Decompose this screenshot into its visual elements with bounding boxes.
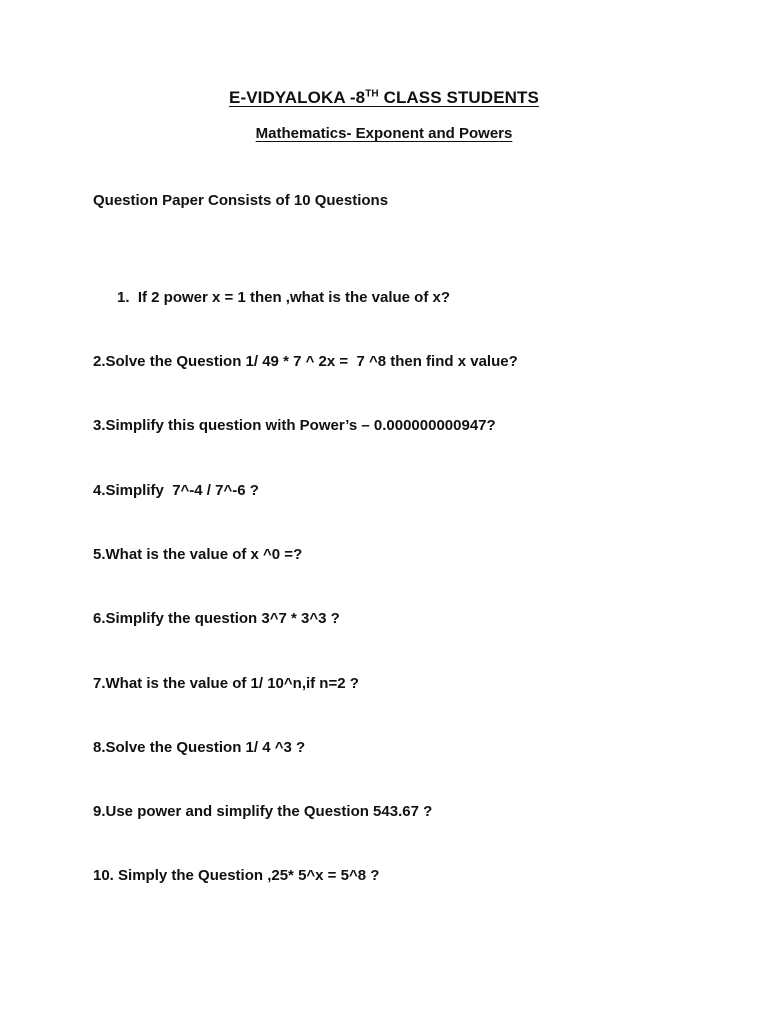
question-3: 3.Simplify this question with Power’s – 0.000000000947? [93, 417, 496, 434]
question-6: 6.Simplify the question 3^7 * 3^3 ? [93, 610, 340, 627]
question-2: 2.Solve the Question 1/ 49 * 7 ^ 2x = 7 ^8 then find x value? [93, 353, 518, 370]
question-9: 9.Use power and simplify the Question 543.67 ? [93, 803, 433, 820]
page-title [0, 88, 768, 108]
page-subtitle: Mathematics- Exponent and Powers [255, 125, 513, 142]
question-7: 7.What is the value of 1/ 10^n,if n=2 ? [93, 675, 359, 692]
intro-text: Question Paper Consists of 10 Questions [93, 192, 389, 209]
question-1: 1. If 2 power x = 1 then ,what is the value of x? [117, 289, 451, 306]
question-5: 5.What is the value of x ^0 =? [93, 546, 303, 563]
question-10: 10. Simply the Question ,25* 5^x = 5^8 ? [93, 867, 380, 884]
question-4: 4.Simplify 7^-4 / 7^-6 ? [93, 482, 259, 499]
title-prefix: E-VIDYALOKA -8 [229, 88, 366, 107]
question-8: 8.Solve the Question 1/ 4 ^3 ? [93, 739, 306, 756]
title-suffix: CLASS STUDENTS [378, 88, 539, 107]
title-superscript: TH [365, 88, 379, 100]
